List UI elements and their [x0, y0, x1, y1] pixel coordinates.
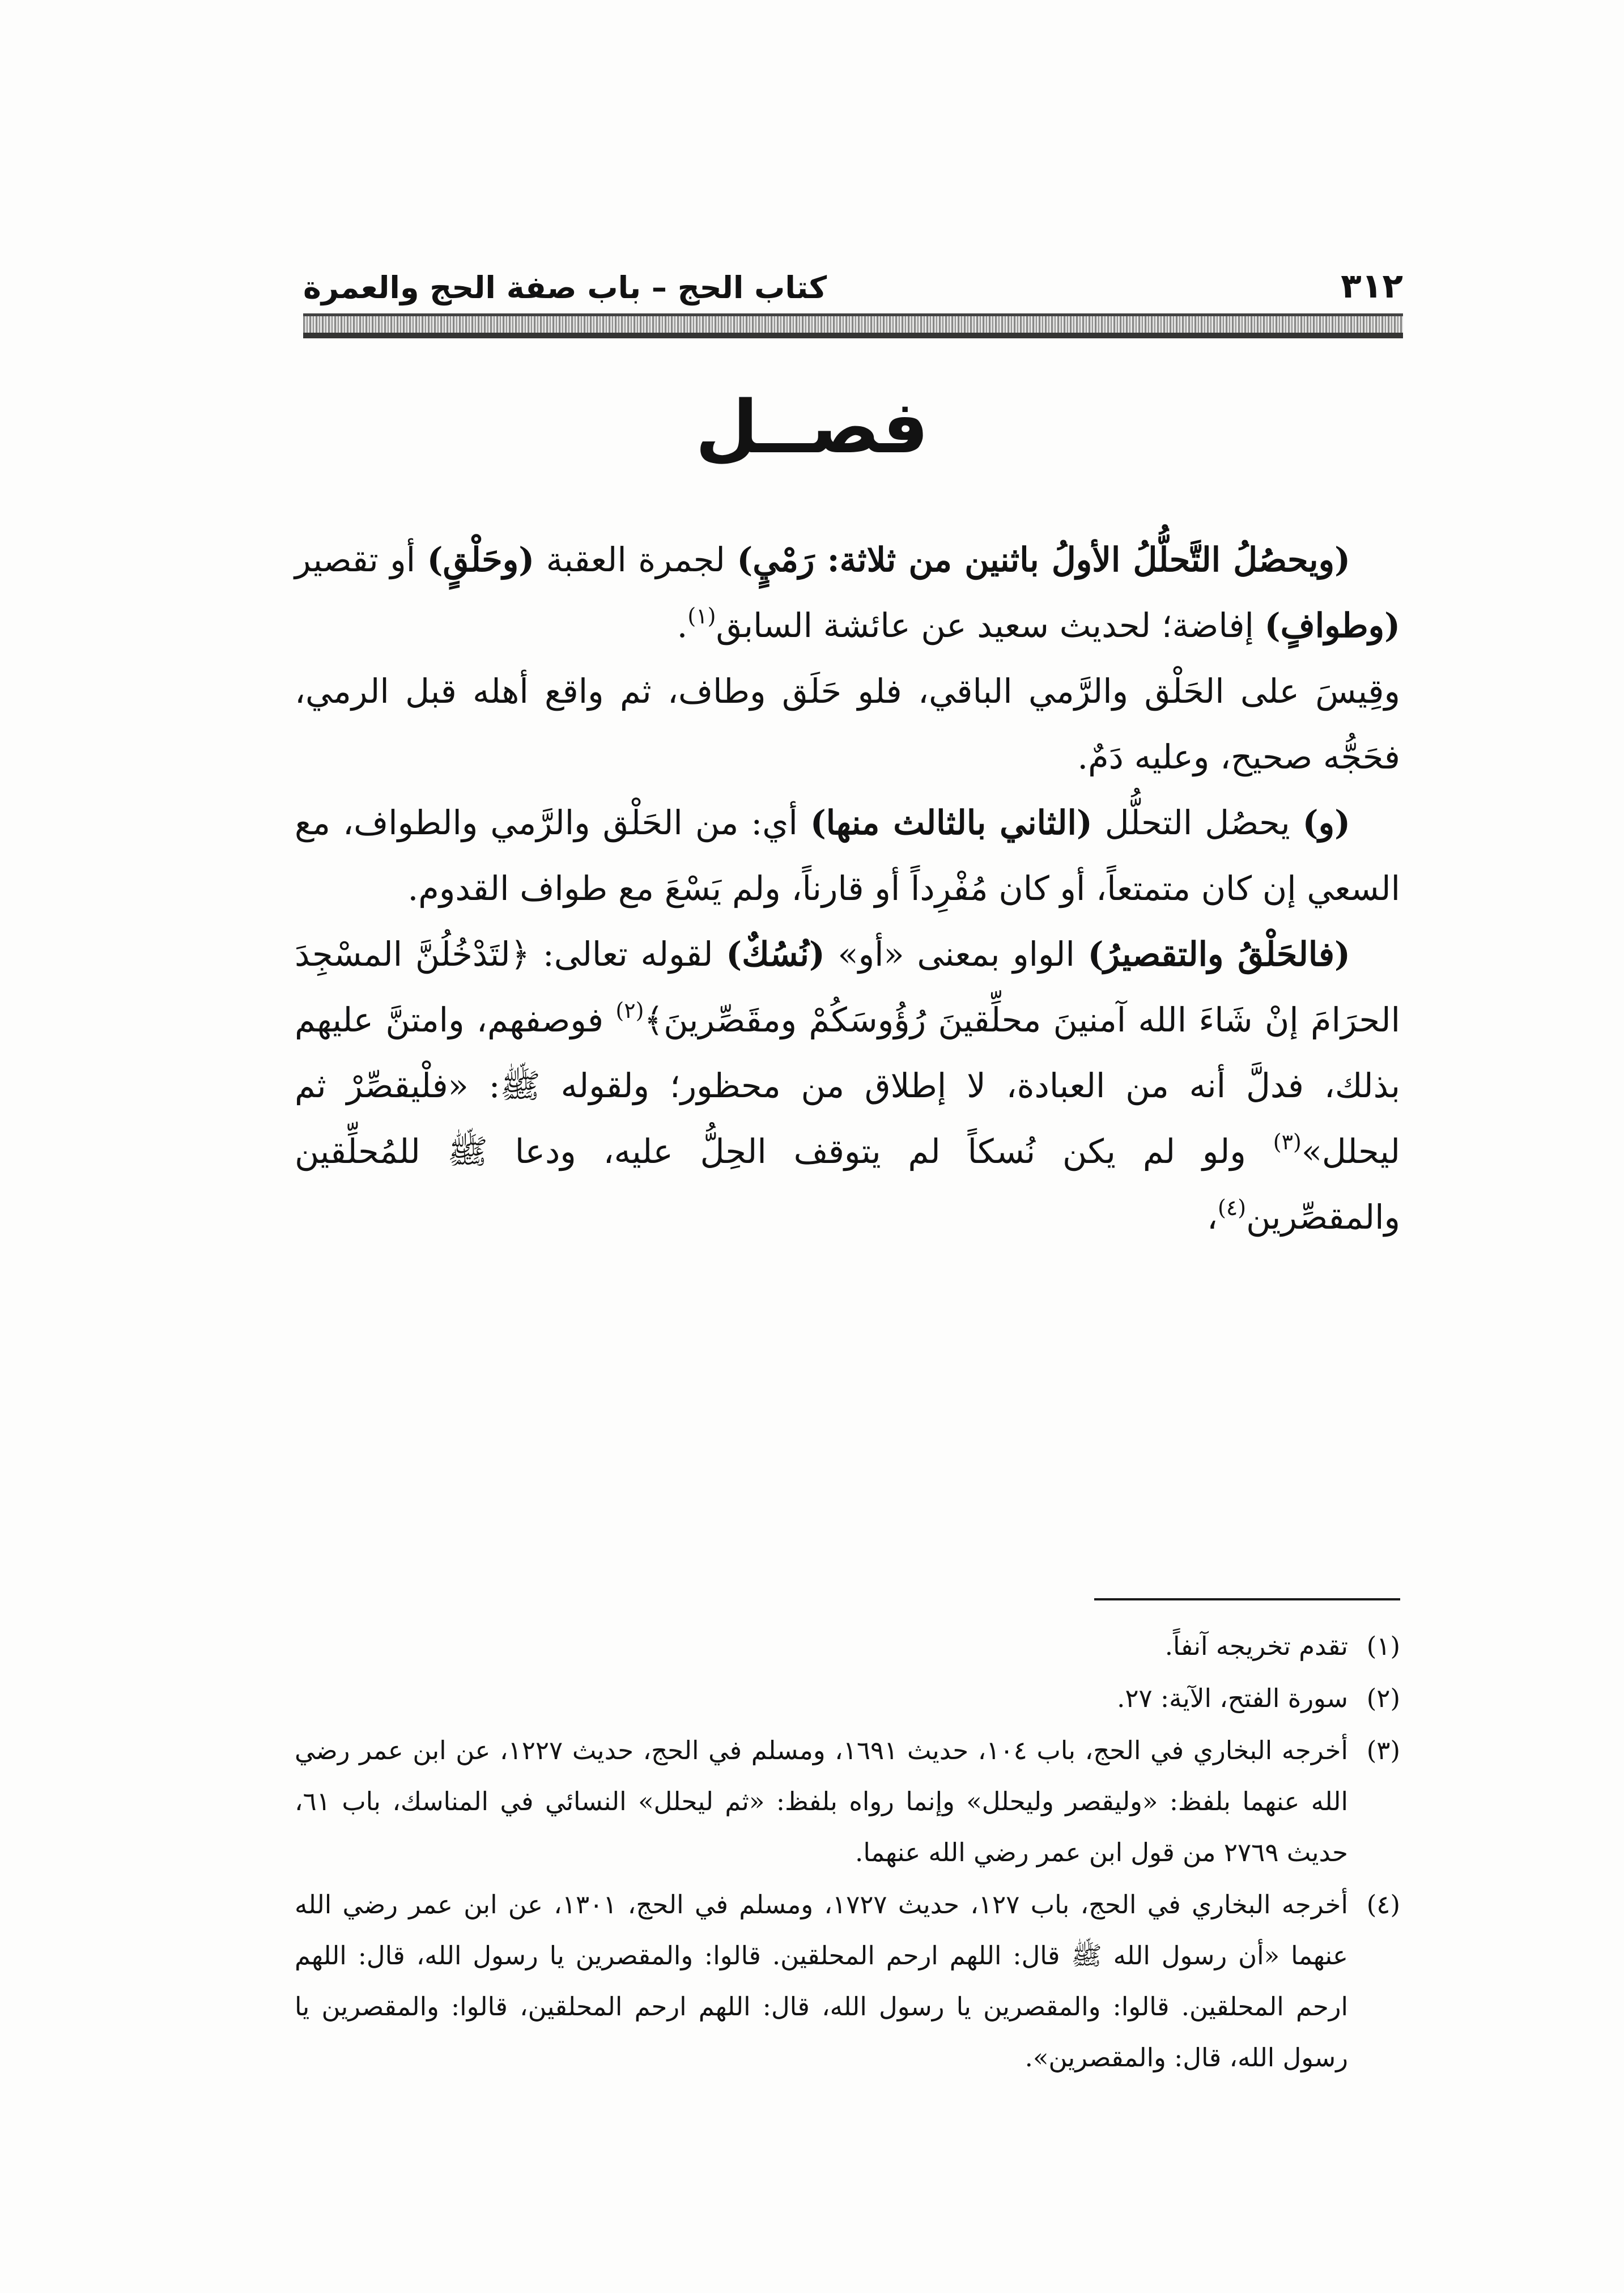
footnote-4 [295, 1879, 1400, 2083]
footnotes [295, 1621, 1400, 2084]
page-number: ٣١٢ [1341, 266, 1403, 306]
commentary-span: ، [1207, 1198, 1218, 1237]
running-title: كتاب الحج – باب صفة الحج والعمرة [303, 270, 827, 305]
running-header [303, 258, 1403, 306]
commentary-span: فوصفهم، وامتنَّ عليهم بذلك، فدلَّ أنه من العبادة، لا إطلاق من محظور؛ ولقوله ﷺ: «فلْيقصِّرْ ثم ليحلل» [295, 1000, 1400, 1171]
header-rule [303, 313, 1403, 338]
commentary-span: إفاضة؛ لحديث سعيد عن عائشة السابق [716, 606, 1265, 645]
paragraph-1 [295, 527, 1400, 659]
commentary-span: لجمرة العقبة [534, 540, 737, 579]
footnote-ref[interactable]: (٢) [615, 998, 644, 1023]
footnote-number: (١) [1366, 1631, 1400, 1661]
paragraph-2 [295, 659, 1400, 790]
footnote-3 [295, 1725, 1400, 1878]
footnote-separator [1094, 1598, 1400, 1600]
matn-span: (نُسُكٌ) [726, 935, 825, 974]
matn-span: (الثاني بالثالث منها) [810, 803, 1092, 842]
footnote-2 [295, 1673, 1400, 1724]
matn-span: (وطوافٍ) [1264, 606, 1400, 645]
footnote-number: (٢) [1366, 1683, 1400, 1713]
footnote-ref[interactable]: (٣) [1273, 1129, 1302, 1154]
matn-span: (و) [1302, 803, 1350, 842]
footnote-ref[interactable]: (٤) [1218, 1195, 1247, 1220]
main-text [295, 527, 1400, 1250]
commentary-span: أو تقصير [295, 540, 427, 579]
footnote-number: (٤) [1366, 1889, 1400, 1920]
commentary-span: يحصُل التحلُّل [1092, 803, 1303, 842]
footnote-text: أخرجه البخاري في الحج، باب ١٢٧، حديث ١٧٢٧، ومسلم في الحج، ١٣٠١، عن ابن عمر رضي الله عنهما «أن رسول الله ﷺ قال: اللهم ارحم المحلقين. قالوا: والمقصرين يا رسول الله، قال: اللهم ارحم المحلقين. قالوا: والمقصرين يا رسول الله، قال: اللهم ارحم المحلقين، قالوا: والمقصرين يا رسول الله، قال: والمقصرين». [295, 1889, 1348, 2073]
matn-span: (ويحصُلُ التَّحلُّلُ الأولُ باثنين من ثلاثة: رَمْيٍ) [737, 540, 1351, 579]
section-title: فصــل [695, 385, 929, 470]
footnote-text: تقدم تخريجه آنفاً. [1164, 1631, 1348, 1661]
footnote-ref[interactable]: (١) [687, 604, 716, 629]
commentary-span: . [677, 606, 688, 645]
commentary-span: ولو لم يكن نُسكاً لم يتوقف الحِلُّ عليه، ودعا ﷺ للمُحلِّقين والمقصِّرين [295, 1132, 1400, 1237]
footnote-number: (٣) [1366, 1735, 1400, 1765]
footnote-text: أخرجه البخاري في الحج، باب ١٠٤، حديث ١٦٩١، ومسلم في الحج، حديث ١٢٢٧، عن ابن عمر رضي الله عنهما بلفظ: «وليقصر وليحلل» وإنما رواه بلفظ: «ثم ليحلل» النسائي في المناسك، باب ٦١، حديث ٢٧٦٩ من قول ابن عمر رضي الله عنهما. [295, 1735, 1348, 1867]
matn-span: (فالحَلْقُ والتقصيرُ) [1087, 935, 1350, 974]
paragraph-4 [295, 922, 1400, 1250]
footnote-text: سورة الفتح، الآية: ٢٧. [1117, 1683, 1348, 1713]
matn-span: (وحَلْقٍ) [427, 540, 535, 579]
commentary-span: أي: من الحَلْق والرَّمي والطواف، مع السعي إن كان متمتعاً، أو كان مُفْرِداً أو قارناً، ولم يَسْعَ مع طواف القدوم. [295, 803, 1400, 908]
footnote-1 [295, 1621, 1400, 1672]
commentary-span: الواو بمعنى «أو» [824, 935, 1088, 974]
commentary-span: لقوله تعالى: ﴿لتَدْخُلُنَّ المسْجِدَ الحرَامَ إنْ شَاءَ الله آمنينَ محلِّقينَ رُؤُوسَكُمْ ومقَصِّرينَ﴾ [295, 935, 1400, 1039]
commentary-span: وقِيسَ على الحَلْق والرَّمي الباقي، فلو حَلَق وطاف، ثم واقع أهله قبل الرمي، فحَجُّه صحيح، وعليه دَمٌ. [295, 672, 1400, 776]
paragraph-3 [295, 790, 1400, 922]
